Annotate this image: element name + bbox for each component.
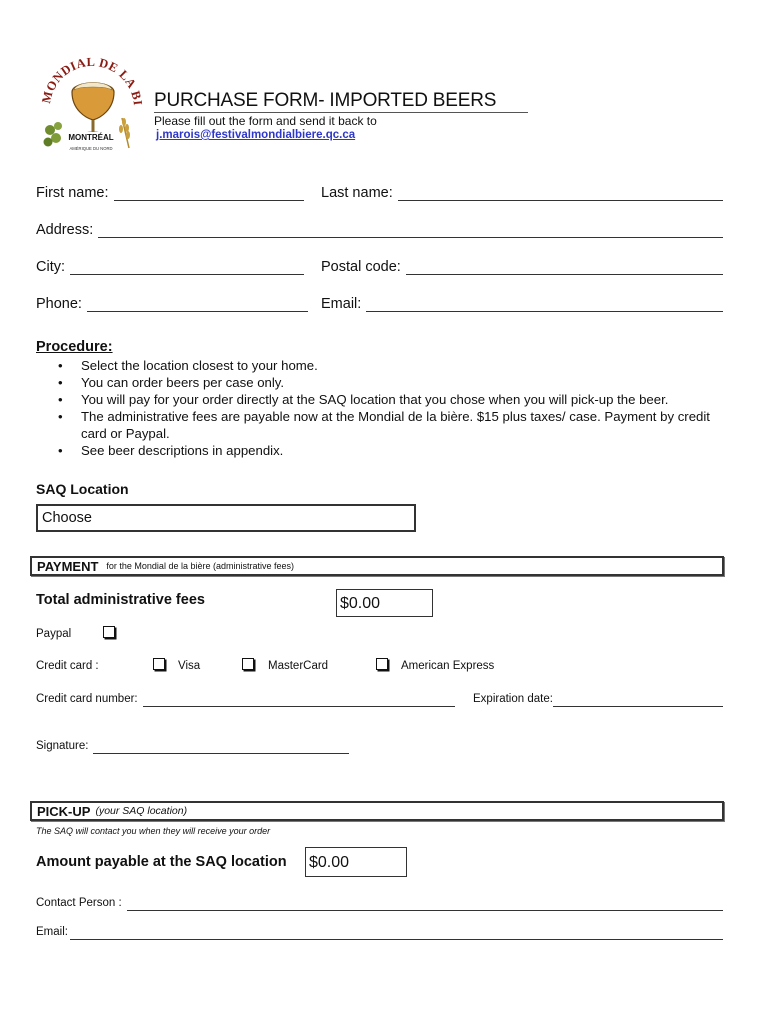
phone-label: Phone: [36,296,82,312]
title-underline [154,112,528,113]
logo-tagline: AMÉRIQUE DU NORD [69,146,113,151]
pickup-email-field[interactable] [36,924,723,940]
postal-code-field[interactable] [321,259,723,275]
form-subtitle: Please fill out the form and send it back to [154,114,377,128]
signature-field[interactable] [36,738,349,754]
contact-email-link[interactable]: j.marois@festivalmondialbiere.qc.ca [156,129,356,141]
logo-arc-text: MONDIAL DE LA BI [39,54,145,107]
city-field[interactable] [36,259,304,275]
cc-number-input[interactable] [143,695,455,707]
pickup-section-header [30,801,724,821]
credit-card-number-field[interactable] [36,691,455,707]
paypal-label: Paypal [36,628,72,640]
total-fees-value: $0.00 [336,589,433,617]
logo-city: MONTRÉAL [68,133,114,142]
contact-person-label: Contact Person : [36,897,122,909]
pickup-subtitle: (your SAQ location) [95,805,188,817]
signature-label: Signature: [36,740,89,752]
last-name-field[interactable] [321,185,723,201]
address-field[interactable] [36,222,723,238]
expiration-date-field[interactable] [473,691,723,707]
expiration-input[interactable] [553,695,723,707]
city-label: City: [36,259,65,275]
email-label: Email: [321,296,362,312]
email-input[interactable] [366,297,723,312]
total-fees-label: Total administrative fees [36,592,205,608]
pickup-email-input[interactable] [70,928,723,940]
pickup-email-label: Email: [36,926,68,938]
form-title: PURCHASE FORM- IMPORTED BEERS [154,90,497,111]
procedure-item: • The administrative fees are payable now at the Mondial de la bière. $15 plus taxes/ case. Payment by credit card or Paypal. [54,408,724,442]
phone-input[interactable] [87,297,308,312]
amex-checkbox[interactable] [376,658,388,670]
festival-logo [36,52,146,156]
paypal-checkbox[interactable] [103,626,115,638]
last-name-input[interactable] [398,186,723,201]
first-name-input[interactable] [114,186,304,201]
contact-person-field[interactable] [36,895,723,911]
postal-code-label: Postal code: [321,259,401,275]
email-field[interactable] [321,296,723,312]
visa-label: Visa [178,660,201,672]
pickup-note: The SAQ will contact you when they will receive your order [36,826,271,836]
pickup-title: PICK-UP [37,803,91,819]
procedure-item: • You can order beers per case only. [54,374,724,391]
payment-subtitle: for the Mondial de la bière (administrative fees) [106,561,294,571]
signature-input[interactable] [93,742,349,754]
mastercard-label: MasterCard [268,660,329,672]
expiration-label: Expiration date: [473,693,553,705]
amount-payable-value: $0.00 [305,847,407,877]
visa-checkbox[interactable] [153,658,165,670]
contact-person-input[interactable] [127,899,723,911]
procedure-list [54,357,724,459]
first-name-field[interactable] [36,185,304,201]
payment-section-header [30,556,724,576]
address-label: Address: [36,222,94,238]
credit-card-label: Credit card : [36,660,99,672]
address-input[interactable] [98,223,723,238]
saq-location-select[interactable]: Choose [36,504,416,532]
amex-label: American Express [401,660,495,672]
mastercard-checkbox[interactable] [242,658,254,670]
first-name-label: First name: [36,185,109,201]
amount-payable-label: Amount payable at the SAQ location [36,854,287,870]
postal-code-input[interactable] [406,260,723,275]
payment-title: PAYMENT [37,558,99,574]
procedure-title: Procedure: [36,339,113,355]
procedure-item: • You will pay for your order directly at the SAQ location that you chose when you will pick-up the beer. [54,391,724,408]
phone-field[interactable] [36,296,308,312]
cc-number-label: Credit card number: [36,693,138,705]
procedure-item: • Select the location closest to your home. [54,357,724,374]
city-input[interactable] [70,260,304,275]
saq-location-label: SAQ Location [36,481,129,497]
procedure-item: • See beer descriptions in appendix. [54,442,724,459]
last-name-label: Last name: [321,185,393,201]
